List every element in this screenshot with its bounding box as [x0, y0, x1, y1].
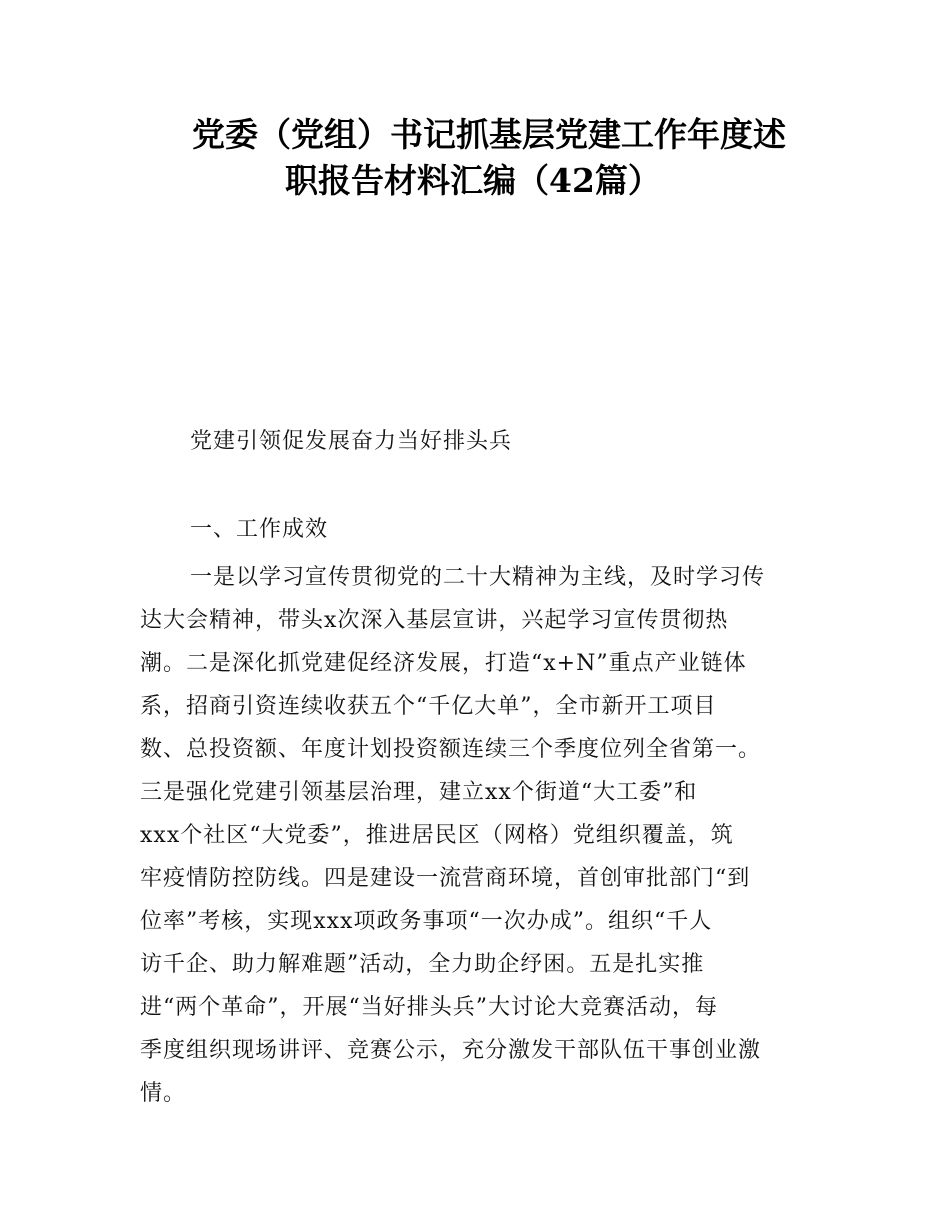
title-line-2: 职报告材料汇编（42篇）: [285, 161, 661, 200]
body-line: 季度组织现场讲评、竞赛公示，充分激发干部队伍干事创业激: [140, 1038, 762, 1063]
article-subtitle: 党建引领促发展奋力当好排头兵: [190, 429, 513, 454]
title-line-1: 党委（党组）书记抓基层党建工作年度述: [192, 115, 786, 154]
body-line: 系，招商引资连续收获五个“千亿大单”，全市新开工项目: [140, 694, 717, 719]
body-line: 三是强化党建引领基层治理，建立xx个街道“大工委”和: [140, 780, 698, 805]
body-line: 一是以学习宣传贯彻党的二十大精神为主线，及时学习传: [190, 565, 766, 590]
document-title: [150, 112, 850, 204]
body-line: 达大会精神，带头x次深入基层宣讲，兴起学习宣传贯彻热: [140, 608, 729, 633]
body-paragraph: [140, 556, 820, 1115]
body-line: 数、总投资额、年度计划投资额连续三个季度位列全省第一。: [140, 737, 762, 762]
body-line: xxx个社区“大党委”，推进居民区（网格）党组织覆盖，筑: [140, 823, 734, 848]
body-line: 牢疫情防控防线。四是建设一流营商环境，首创审批部门“到: [140, 866, 751, 891]
body-line: 访千企、助力解难题”活动，全力助企纾困。五是扎实推: [140, 952, 705, 977]
section-heading: 一、工作成效: [190, 517, 329, 542]
body-line: 情。: [140, 1081, 187, 1106]
body-line: 进“两个革命”，开展“当好排头兵”大讨论大竞赛活动，每: [140, 995, 718, 1020]
body-line: 潮。二是深化抓党建促经济发展，打造“x+N”重点产业链体: [140, 651, 747, 676]
body-line: 位率”考核，实现xxx项政务事项“一次办成”。组织“千人: [140, 909, 713, 934]
